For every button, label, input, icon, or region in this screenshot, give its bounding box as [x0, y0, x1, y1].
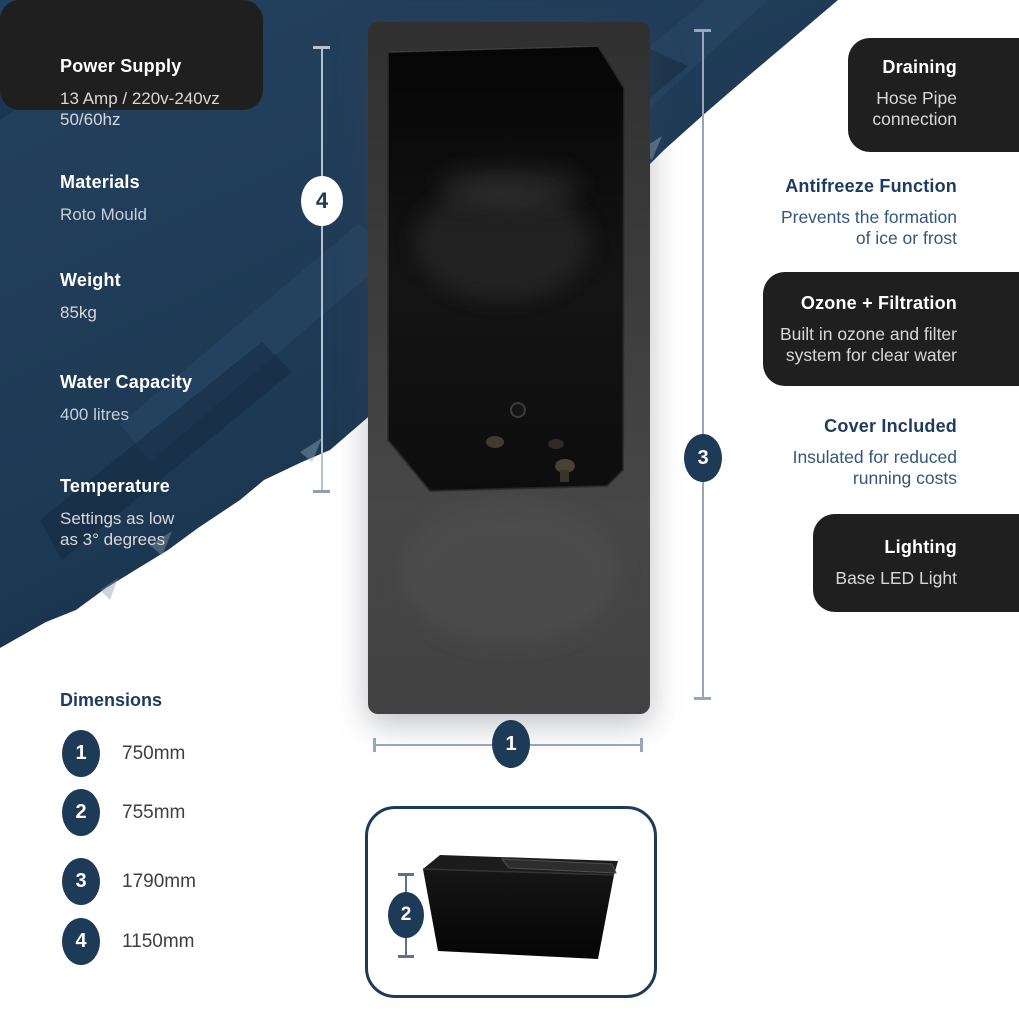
feature-line: running costs: [852, 468, 957, 488]
feature-ozone-filtration: [780, 293, 957, 366]
feature-line: Base LED Light: [835, 568, 957, 588]
dimension-badge-3: [62, 858, 100, 905]
marker-number: 1: [505, 732, 517, 755]
spec-power-supply: [60, 56, 220, 130]
feature-title: Antifreeze Function: [785, 176, 957, 196]
spec-title: Power Supply: [60, 56, 182, 76]
dimension-value: 750mm: [122, 742, 186, 764]
feature-title: Cover Included: [824, 416, 957, 436]
tub-side-view-photo: [406, 843, 636, 973]
feature-line: connection: [872, 109, 957, 129]
badge-number: 1: [75, 742, 87, 764]
dimension-value: 1790mm: [122, 870, 196, 892]
badge-number: 3: [75, 870, 87, 892]
feature-line: Hose Pipe: [876, 88, 957, 108]
dimension-marker-2: [388, 892, 424, 938]
badge-number: 2: [75, 801, 87, 823]
dimension-row: [62, 918, 195, 965]
dimension-row: [62, 789, 185, 836]
dimension-row: [62, 858, 196, 905]
spec-line: 50/60hz: [60, 110, 121, 129]
spec-line: as 3° degrees: [60, 530, 166, 549]
feature-line: of ice or frost: [855, 228, 957, 248]
feature-line: system for clear water: [785, 345, 957, 365]
spec-line: 400 litres: [60, 405, 129, 424]
dimension-marker-3: [684, 434, 722, 482]
spec-temperature: [60, 476, 174, 550]
dimension-line-3-cap: [694, 29, 711, 32]
dimension-badge-2: [62, 789, 100, 836]
feature-line: Prevents the formation: [780, 207, 957, 227]
marker-number: 4: [315, 188, 329, 213]
dimension-marker-4: [301, 176, 343, 226]
badge-number: 4: [75, 930, 87, 952]
dimension-badge-1: [62, 730, 100, 777]
feature-draining: [872, 57, 957, 130]
spec-line: 85kg: [60, 303, 97, 322]
dimension-line-3: [702, 31, 704, 699]
spec-title: Materials: [60, 172, 140, 192]
dimension-line-1-cap: [373, 738, 376, 752]
feature-title: Ozone + Filtration: [800, 293, 957, 313]
dimension-line-4-cap: [313, 490, 330, 493]
dimension-marker-1: [492, 720, 530, 768]
feature-title: Draining: [882, 57, 957, 77]
spec-materials: [60, 172, 147, 225]
marker-number: 2: [400, 904, 412, 925]
tub-top-view-photo: [360, 14, 656, 720]
feature-line: Built in ozone and filter: [779, 324, 957, 344]
feature-title: Lighting: [884, 537, 957, 557]
side-view-panel: [365, 806, 657, 998]
dimension-value: 1150mm: [122, 930, 195, 952]
spec-title: Water Capacity: [60, 372, 193, 392]
spec-line: Settings as low: [60, 509, 175, 528]
dimension-line-3-cap: [694, 697, 711, 700]
dimension-line-2: [405, 938, 407, 955]
dimension-value: 755mm: [122, 801, 186, 823]
feature-antifreeze: [781, 176, 957, 249]
feature-lighting: [835, 537, 957, 589]
marker-number: 3: [697, 446, 709, 469]
spec-title: Temperature: [60, 476, 170, 496]
dimension-line-2-cap: [398, 955, 414, 958]
dimension-badge-4: [62, 918, 100, 965]
spec-line: Roto Mould: [60, 205, 147, 224]
spec-weight: [60, 270, 121, 323]
spec-title: Weight: [60, 270, 121, 290]
feature-line: Insulated for reduced: [792, 447, 957, 467]
dimension-line-2: [405, 876, 407, 893]
dimension-line-1-cap: [640, 738, 643, 752]
dimension-line-4: [321, 48, 323, 492]
dimensions-title: Dimensions: [60, 690, 163, 710]
feature-cover-included: [793, 416, 957, 489]
spec-water-capacity: [60, 372, 192, 425]
dimension-row: [62, 730, 185, 777]
dimension-line-4-cap: [313, 46, 330, 49]
spec-line: 13 Amp / 220v-240vz: [60, 89, 220, 108]
